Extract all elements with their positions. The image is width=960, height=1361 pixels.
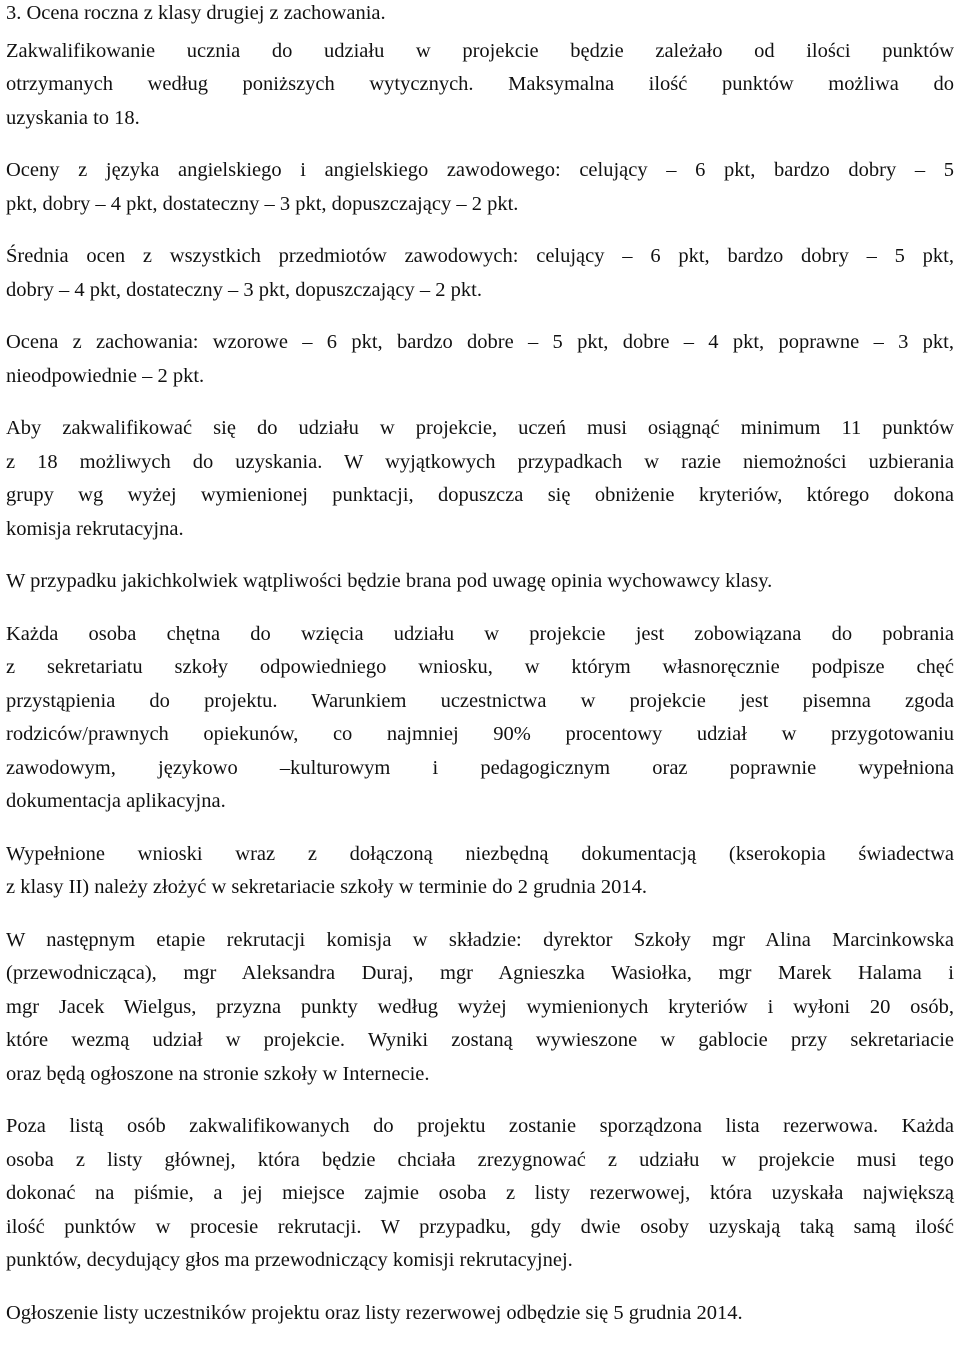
paragraph xyxy=(6,154,954,221)
paragraph-line: ilość punktów w procesie rekrutacji. W przypadku, gdy dwie osoby uzyskają taką samą ilość xyxy=(6,1215,954,1238)
paragraph-line: (przewodnicząca), mgr Aleksandra Duraj, mgr Agnieszka Wasiołka, mgr Marek Halama i xyxy=(6,962,954,984)
section-heading xyxy=(6,0,954,31)
paragraph-line: W przypadku jakichkolwiek wątpliwości będzie brana pod uwagę opinia wychowawcy klasy. xyxy=(6,570,773,592)
paragraph-line: rodziców/prawnych opiekunów, co najmniej 90% procentowy udział w przygotowaniu xyxy=(6,723,954,745)
paragraph-line: otrzymanych według poniższych wytycznych. Maksymalna ilość punktów możliwa do xyxy=(6,73,954,95)
document-body xyxy=(6,35,954,1331)
paragraph-line: pkt, dobry – 4 pkt, dostateczny – 3 pkt, dopuszczający – 2 pkt. xyxy=(6,192,519,215)
paragraph-line: dokumentacja aplikacyjna. xyxy=(6,790,226,812)
heading-text: 3. Ocena roczna z klasy drugiej z zachowania. xyxy=(6,2,386,24)
paragraph xyxy=(6,838,954,905)
paragraph xyxy=(6,35,954,136)
paragraph-line: Ogłoszenie listy uczestników projektu oraz listy rezerwowej odbędzie się 5 grudnia 2014. xyxy=(6,1301,743,1324)
paragraph-line: Każda osoba chętna do wzięcia udziału w projekcie jest zobowiązana do pobrania xyxy=(6,622,954,645)
paragraph-line: nieodpowiednie – 2 pkt. xyxy=(6,364,205,387)
paragraph-line: grupy wg wyżej wymienionej punktacji, dopuszcza się obniżenie kryteriów, którego dokona xyxy=(6,484,954,506)
paragraph-line: dokonać na piśmie, a jej miejsce zajmie osoba z listy rezerwowej, która uzyskała największą xyxy=(6,1182,954,1204)
paragraph-line: Poza listą osób zakwalifikowanych do projektu zostanie sporządzona lista rezerwowa. Każda xyxy=(6,1115,954,1137)
paragraph-line: uzyskania to 18. xyxy=(6,106,140,129)
paragraph-line: Zakwalifikowanie ucznia do udziału w projekcie będzie zależało od ilości punktów xyxy=(6,39,954,62)
paragraph xyxy=(6,618,954,819)
paragraph xyxy=(6,1110,954,1278)
paragraph-line: Ocena z zachowania: wzorowe – 6 pkt, bardzo dobre – 5 pkt, dobre – 4 pkt, poprawne – 3 pkt, xyxy=(6,331,954,353)
paragraph-line: osoba z listy głównej, która będzie chciała zrezygnować z udziału w projekcie musi tego xyxy=(6,1148,954,1171)
paragraph-line: z 18 możliwych do uzyskania. W wyjątkowych przypadkach w razie niemożności uzbierania xyxy=(6,450,954,473)
paragraph xyxy=(6,240,954,307)
paragraph xyxy=(6,412,954,546)
paragraph-line: Oceny z języka angielskiego i angielskiego zawodowego: celujący – 6 pkt, bardzo dobry – 5 xyxy=(6,159,954,181)
paragraph-line: z klasy II) należy złożyć w sekretariacie szkoły w terminie do 2 grudnia 2014. xyxy=(6,876,647,898)
paragraph-line: komisja rekrutacyjna. xyxy=(6,517,184,540)
paragraph-line: punktów, decydujący głos ma przewodniczący komisji rekrutacyjnej. xyxy=(6,1249,573,1271)
paragraph xyxy=(6,326,954,393)
paragraph-line: zawodowym, językowo –kulturowym i pedagogicznym oraz poprawnie wypełniona xyxy=(6,756,954,779)
paragraph xyxy=(6,565,954,599)
document-page xyxy=(6,0,954,1349)
paragraph xyxy=(6,924,954,1092)
paragraph-line: Aby zakwalifikować się do udziału w projekcie, uczeń musi osiągnąć minimum 11 punktów xyxy=(6,417,954,439)
paragraph-line: z sekretariatu szkoły odpowiedniego wniosku, w którym własnoręcznie podpisze chęć xyxy=(6,656,954,678)
paragraph-line: oraz będą ogłoszone na stronie szkoły w Internecie. xyxy=(6,1062,430,1085)
paragraph-line: Średnia ocen z wszystkich przedmiotów zawodowych: celujący – 6 pkt, bardzo dobry – 5 pkt, xyxy=(6,245,954,267)
paragraph-line: mgr Jacek Wielgus, przyzna punkty według wyżej wymienionych kryteriów i wyłoni 20 osób, xyxy=(6,995,954,1018)
paragraph-line: przystąpienia do projektu. Warunkiem uczestnictwa w projekcie jest pisemna zgoda xyxy=(6,689,954,712)
paragraph xyxy=(6,1297,954,1331)
paragraph-line: W następnym etapie rekrutacji komisja w składzie: dyrektor Szkoły mgr Alina Marcinkowska xyxy=(6,928,954,951)
paragraph-line: dobry – 4 pkt, dostateczny – 3 pkt, dopuszczający – 2 pkt. xyxy=(6,278,482,301)
paragraph-line: Wypełnione wnioski wraz z dołączoną niezbędną dokumentacją (kserokopia świadectwa xyxy=(6,842,954,865)
paragraph-line: które wezmą udział w projekcie. Wyniki zostaną wywieszone w gablocie przy sekretariacie xyxy=(6,1029,954,1051)
